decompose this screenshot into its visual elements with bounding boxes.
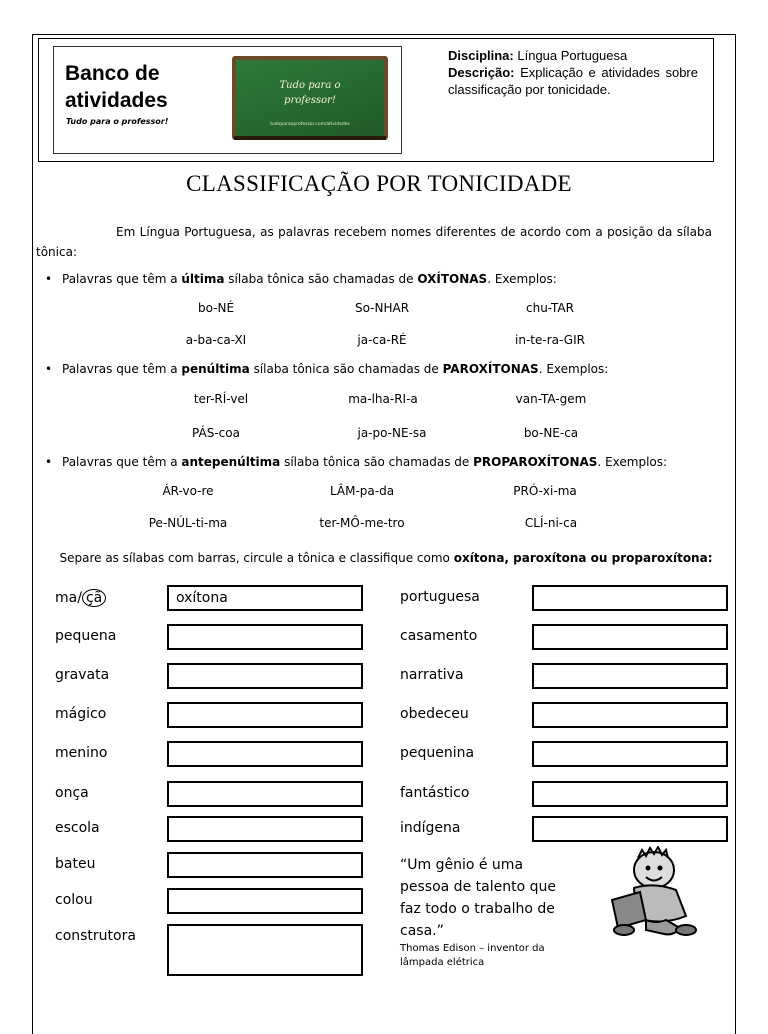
example-word: LÂM-pa-da (329, 484, 395, 498)
answer-box[interactable] (532, 624, 728, 650)
example-word: ÁR-vo-re (162, 484, 214, 498)
circled-syllable: çã (82, 589, 106, 607)
chalkboard-ledge (234, 136, 386, 140)
section-term: PROPAROXÍTONAS (473, 455, 598, 469)
instruction-text: Separe as sílabas com barras, circule a tônica e classifique como (59, 551, 454, 565)
logo-tagline: Tudo para o professor! (66, 117, 169, 126)
answer-box[interactable] (167, 852, 363, 878)
description-value: Explicação e atividades sobre classificação por tonicidade. (448, 65, 698, 97)
word-prefix: ma/ (55, 590, 82, 606)
exercise-word: gravata (55, 667, 110, 683)
answer-box[interactable] (167, 781, 363, 807)
section-text: sílaba tônica são chamadas de (224, 272, 418, 286)
example-word: bo-NE-ca (523, 426, 579, 440)
page-title: CLASSIFICAÇÃO POR TONICIDADE (186, 171, 572, 196)
section-text: Palavras que têm a (62, 455, 182, 469)
chalkboard-url: tudoparaoprofessor.com/atividades (270, 122, 350, 127)
section-term: OXÍTONAS (417, 272, 488, 286)
section-oxitonas (48, 272, 557, 286)
chalk-line2: professor! (284, 95, 336, 106)
answer-box[interactable] (167, 702, 363, 728)
exercise-word: construtora (55, 928, 136, 944)
answer-box[interactable]: oxítona (167, 585, 363, 611)
section-bold: última (181, 272, 225, 286)
section-text: sílaba tônica são chamadas de (249, 362, 443, 376)
exercise-word: onça (55, 785, 89, 801)
section-bold: penúltima (181, 362, 250, 376)
exercise-word: pequenina (400, 745, 475, 761)
answer-box[interactable] (532, 702, 728, 728)
answer-box[interactable] (167, 624, 363, 650)
example-word: ter-RÍ-vel (193, 392, 249, 406)
chalkboard-image (232, 56, 388, 140)
example-word: PÁS-coa (192, 426, 240, 440)
section-text: . Exemplos: (487, 272, 557, 286)
answer-box[interactable] (532, 816, 728, 842)
logo-line1: Banco de (65, 62, 160, 85)
quote-author: Thomas Edison – inventor da lâmpada elétrica (400, 943, 545, 968)
exercise-word: fantástico (400, 785, 470, 801)
exercise-word: pequena (55, 628, 117, 644)
example-word: So-NHAR (354, 301, 410, 315)
answer-box[interactable] (167, 888, 363, 914)
chalk-line1: Tudo para o (279, 80, 341, 91)
answer-box[interactable] (167, 663, 363, 689)
example-word: ter-MÔ-me-tro (319, 516, 405, 530)
discipline-label: Disciplina: (448, 48, 514, 63)
section-text: Palavras que têm a (62, 272, 182, 286)
example-word: van-TA-gem (515, 392, 587, 406)
answer-box[interactable] (532, 741, 728, 767)
example-word: in-te-ra-GIR (515, 333, 585, 347)
exercise-word: menino (55, 745, 108, 761)
exercise-word: mágico (55, 706, 107, 722)
logo-line2: atividades (65, 89, 168, 112)
answer-box[interactable] (532, 585, 728, 611)
example-word: Pe-NÚL-ti-ma (148, 516, 228, 530)
example-word: CLÍ-ni-ca (524, 516, 578, 530)
section-proparoxitonas (48, 455, 667, 469)
exercise-word: casamento (400, 628, 478, 644)
exercise-word-example (55, 589, 106, 607)
exercise-instruction (0, 551, 768, 565)
exercise-word: portuguesa (400, 589, 480, 605)
section-text: . Exemplos: (597, 455, 668, 469)
reading-boy-icon (604, 846, 700, 938)
example-word: bo-NÉ (197, 301, 235, 315)
instruction-bold: oxítona, paroxítona ou proparoxítona: (453, 551, 713, 565)
intro-text: Em Língua Portuguesa, as palavras recebem nomes diferentes de acordo com a posição da sílaba tônica: (36, 225, 712, 259)
description-line (448, 64, 698, 98)
example-word: chu-TAR (526, 301, 574, 315)
section-term: PAROXÍTONAS (442, 362, 539, 376)
exercise-word: indígena (400, 820, 461, 836)
quote-text: “Um gênio é uma pessoa de talento que faz todo o trabalho de casa.” (400, 857, 556, 939)
header-meta (448, 47, 698, 98)
exercise-word: obedeceu (400, 706, 469, 722)
intro-paragraph (36, 222, 712, 262)
discipline-value: Língua Portuguesa (517, 48, 628, 63)
example-word: ja-po-NE-sa (357, 426, 427, 440)
exercise-word: narrativa (400, 667, 464, 683)
section-bold: antepenúltima (181, 455, 281, 469)
answer-box[interactable] (532, 663, 728, 689)
answer-box[interactable] (167, 816, 363, 842)
exercise-word: escola (55, 820, 100, 836)
example-word: ma-lha-RI-a (348, 392, 418, 406)
logo-title (65, 60, 168, 114)
section-text: . Exemplos: (538, 362, 609, 376)
answer-box[interactable] (532, 781, 728, 807)
section-paroxitonas (48, 362, 608, 376)
section-text: Palavras que têm a (62, 362, 182, 376)
discipline-line (448, 47, 698, 64)
example-word: a-ba-ca-XI (185, 333, 247, 347)
chalkboard-text (236, 78, 384, 108)
section-text: sílaba tônica são chamadas de (280, 455, 474, 469)
example-word: PRÓ-xi-ma (513, 484, 577, 498)
answer-box[interactable] (167, 741, 363, 767)
description-label: Descrição: (448, 65, 515, 80)
answer-box[interactable] (167, 924, 363, 976)
exercise-word: colou (55, 892, 93, 908)
example-word: ja-ca-RÉ (357, 333, 407, 347)
exercise-word: bateu (55, 856, 96, 872)
